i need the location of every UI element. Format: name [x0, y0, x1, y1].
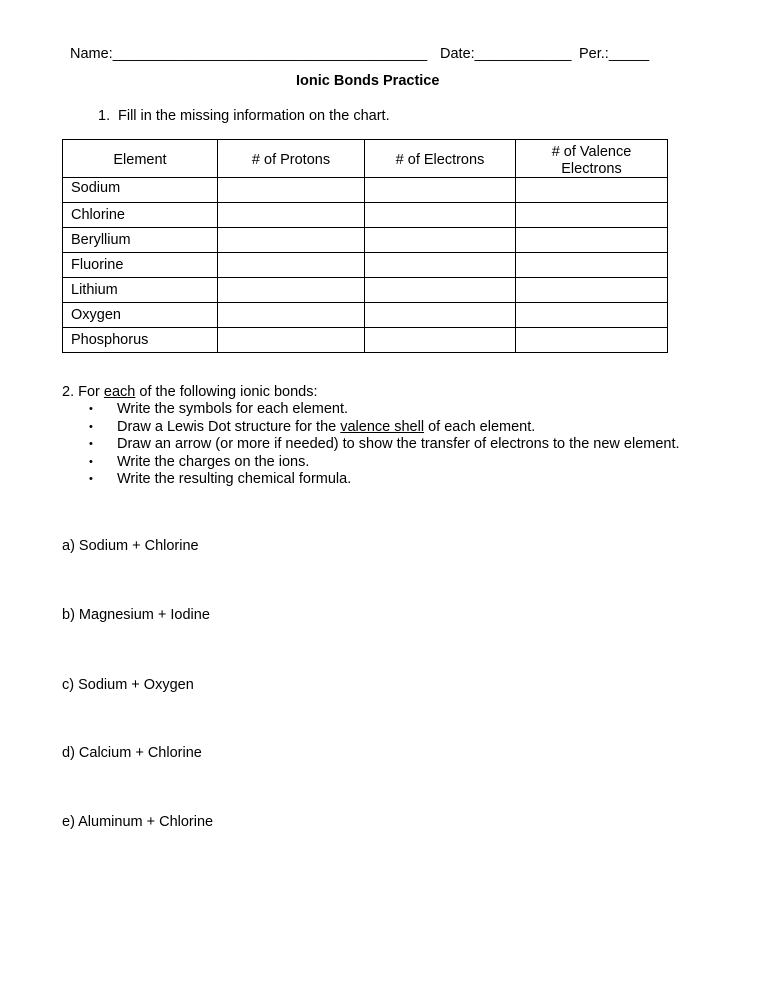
page-title: Ionic Bonds Practice — [296, 73, 440, 89]
element-name: Phosphorus — [63, 328, 218, 353]
table-row — [63, 178, 668, 203]
instruction-item: • Write the charges on the ions. — [89, 454, 689, 472]
chart-header-row — [63, 140, 668, 178]
protons-cell[interactable] — [218, 178, 365, 203]
instruction-item: • Draw a Lewis Dot structure for the valence shell of each element. — [89, 419, 689, 437]
element-name: Fluorine — [63, 253, 218, 278]
element-name: Sodium — [63, 178, 218, 203]
pair-b: b) Magnesium + Iodine — [62, 607, 210, 623]
question-2-intro: 2. For each of the following ionic bonds: — [62, 384, 318, 400]
element-name: Lithium — [63, 278, 218, 303]
table-row — [63, 303, 668, 328]
electrons-cell[interactable] — [365, 253, 516, 278]
question-1-text: Fill in the missing information on the chart. — [118, 108, 390, 124]
valence-cell[interactable] — [516, 328, 668, 353]
instruction-item: • Write the symbols for each element. — [89, 401, 689, 419]
column-header-valence-electrons: # of Valence Electrons — [516, 140, 668, 178]
element-chart — [62, 139, 668, 353]
date-label: Date: — [440, 46, 475, 62]
protons-cell[interactable] — [218, 303, 365, 328]
instruction-item: • Draw an arrow (or more if needed) to show the transfer of electrons to the new element. — [89, 436, 689, 454]
period-line: _____ — [608, 46, 650, 62]
protons-cell[interactable] — [218, 328, 365, 353]
element-name: Beryllium — [63, 228, 218, 253]
instruction-item: • Write the resulting chemical formula. — [89, 471, 689, 489]
electrons-cell[interactable] — [365, 178, 516, 203]
column-header-electrons: # of Electrons — [365, 140, 516, 178]
name-label: Name: — [70, 46, 113, 62]
electrons-cell[interactable] — [365, 228, 516, 253]
table-row — [63, 253, 668, 278]
pair-c: c) Sodium + Oxygen — [62, 677, 194, 693]
table-row — [63, 278, 668, 303]
electrons-cell[interactable] — [365, 303, 516, 328]
valence-cell[interactable] — [516, 303, 668, 328]
valence-cell[interactable] — [516, 253, 668, 278]
column-header-element: Element — [63, 140, 218, 178]
table-row — [63, 203, 668, 228]
table-row — [63, 228, 668, 253]
date-line: ____________ — [474, 46, 572, 62]
period-label: Per.: — [579, 46, 609, 62]
pair-d: d) Calcium + Chlorine — [62, 745, 202, 761]
protons-cell[interactable] — [218, 253, 365, 278]
instruction-list — [89, 401, 689, 489]
element-name: Oxygen — [63, 303, 218, 328]
table-row — [63, 328, 668, 353]
protons-cell[interactable] — [218, 228, 365, 253]
electrons-cell[interactable] — [365, 328, 516, 353]
column-header-protons: # of Protons — [218, 140, 365, 178]
element-name: Chlorine — [63, 203, 218, 228]
valence-cell[interactable] — [516, 178, 668, 203]
name-field — [70, 46, 427, 63]
period-field — [579, 46, 649, 63]
valence-cell[interactable] — [516, 278, 668, 303]
electrons-cell[interactable] — [365, 278, 516, 303]
pair-a: a) Sodium + Chlorine — [62, 538, 199, 554]
protons-cell[interactable] — [218, 203, 365, 228]
protons-cell[interactable] — [218, 278, 365, 303]
question-1-number: 1. — [98, 108, 111, 124]
date-field — [440, 46, 571, 63]
pair-e: e) Aluminum + Chlorine — [62, 814, 214, 830]
electrons-cell[interactable] — [365, 203, 516, 228]
valence-cell[interactable] — [516, 228, 668, 253]
valence-cell[interactable] — [516, 203, 668, 228]
name-line: _______________________________________ — [112, 46, 428, 62]
